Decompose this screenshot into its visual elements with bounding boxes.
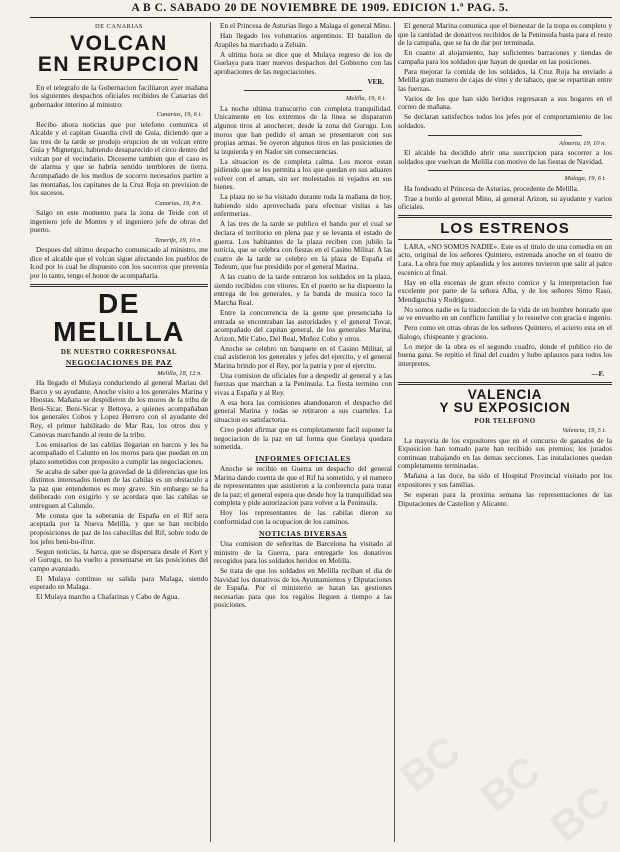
paragraph: Ha fondeado el Princesa de Asturias, procedente de Melilla. [404, 183, 579, 193]
paragraph: Se trata de que los soldados en Melilla reciban el dia de Navidad los donativos de los Ayuntamientos y Diputaciones de España. Por el ministerio se haran las gestiones necesarias para que los regalos lleguen a tiempo a las posiciones. [214, 566, 392, 610]
dateline: Melilla, 19, 6 t. [345, 95, 386, 103]
paragraph: A las cuatro de la tarde entraron los soldados en la plaza, siendo recibidos con vitores. En el puerto se ha dispuesto la entrega de los generales, y la banda de musica toco la Marcha Real. [214, 272, 392, 307]
paragraph: En cuanto al alojamiento, hay suficientes barracones y tiendas de campaña para los soldados que hayan de quedar en las posiciones. [398, 48, 612, 66]
kicker-canarias: DE CANARIAS [95, 23, 143, 30]
headline-estrenos: LOS ESTRENOS [440, 219, 570, 237]
dateline: Malaga, 19, 6 t. [564, 175, 606, 183]
double-rule [398, 215, 612, 218]
paragraph: El alcalde ha decidido abrir una suscripcion para socorrer a los soldados que vuelvan de Melilla con motivo de las fiestas de Navidad. [398, 148, 612, 166]
paragraph: A esa hora las comisiones abandonaron el despacho del general Marina y todas se retiraron a sus cuarteles. La situacion es satisfactoria. [214, 397, 392, 425]
paragraph: Una comision de oficiales fue a despedir al general y a las fuerzas que marchan a la Peninsula. La fiesta termino con vivas a España y al Rey. [214, 370, 392, 397]
paragraph: La situacion es de completa calma. Los moros estan pidiendo que se les permita a los que quedan en sus aduares volver con el aman, sin ser molestados ni vejados en sus bienes. [214, 156, 392, 192]
paragraph: Varios de los que han sido heridos regresaran a sus hogares en el correo de mañana. [398, 93, 612, 112]
paragraph: Despues del ultimo despacho comunicado al ministro, me dice el alcalde que el volcan sigue afectando los pueblos de Icod por lo cual he dispuesto con los socorros que prevenia por lo tanto, tengo el honor de acompañarla. [30, 245, 208, 281]
column-divider-1 [210, 22, 211, 842]
double-rule [398, 382, 612, 385]
paragraph: LARA, «NO SOMOS NADIE». Este es el titulo de una comedia en un acto, original de los señores Quintero, estrenada anoche en el teatro de Lara. La obra fue muy aplaudida y los autores tuvieron que salir al palco escenico al final. [398, 241, 612, 277]
divider [60, 79, 178, 80]
paragraph: La plaza no se ha visitado durante toda la mañana de hoy, habiendo sido aprovechada para efectuar visitas a las enfermerias. [214, 192, 392, 219]
divider [428, 135, 582, 136]
headline-erupcion: EN ERUPCION [37, 52, 201, 76]
paragraph: Lo mejor de la obra es el segundo cuadro, donde el publico rio de buena gana. Se repitio el final del cuadro y hubo aplausos para todos los interpretes. [398, 341, 612, 368]
dateline: Valencia, 19, 5 t. [562, 427, 606, 435]
subheading-corresponsal: DE NUESTRO CORRESPONSAL [60, 347, 178, 356]
divider [428, 170, 582, 171]
dateline: Melilla, 18, 12 n. [157, 369, 202, 377]
paragraph: Para mejorar la comida de los soldados, la Cruz Roja ha enviado a Melilla gran numero de cajas de vino y de tabaco, que se repartiran entre las fuerzas. [398, 66, 612, 93]
paragraph: Se esperan para la proxima semana las representaciones de las Diputaciones de Castellon y Alicante. [398, 489, 612, 508]
paragraph: El general Marina comunica que el bienestar de la tropa es completo y que la cantidad de donativos recibidos de la Peninsula basta para el resto de la campaña, que se ha de dar por terminada. [398, 22, 612, 48]
paragraph: Una comision de señoritas de Barcelona ha visitado al ministro de la Guerra, para entregarle los donativos recogidos para los soldados heridos en Melilla. [214, 539, 392, 566]
paragraph: Trae a bordo al general Mino, al general Arizon, su ayudante y varios oficiales. [398, 193, 612, 212]
paragraph: Hay en ella escenas de gran efecto comico y la interpretacion fue excelente por parte de la señora Alba, y de los señores Simo Raso, Mendiguchia y Rodriguez. [398, 277, 612, 304]
dateline: Canarias, 19, 6 t. [156, 111, 202, 119]
paragraph: A las tres de la tarde se publico el bando por el cual se declara el territorio en plena paz y se levanta el estado de guerra. Los habitantes de la plaza reciben con jubilo la noticia, que se celebra con fiestas en el Casino Militar. A las cuatro de la tarde se celebro en la plaza de España el Tedeum, que fue presidido por el general Marina. [214, 219, 392, 272]
column-divider-2 [394, 22, 395, 842]
paragraph: Han llegado los voluntarios argentinos. El batallon de Arapiles ha marchado a Zeluán. [214, 31, 392, 49]
watermark: BC [541, 776, 619, 851]
column-2 [214, 22, 392, 842]
headline-valencia: VALENCIA [467, 386, 543, 402]
paragraph: En el telegrafo de la Gobernacion facilitaron ayer mañana los siguientes despachos oficiales recibidos de Canarias del gobernador interino al ministro: [30, 82, 208, 109]
watermark: BC [391, 726, 469, 801]
paragraph: Me consta que la soberania de España en el Rif sera aceptada por la Nueva Melilla, y que se han recibido proposiciones de paz de los cabecillas del Rif, sobre todo de los jefes beni-bu-ifrur. [30, 510, 208, 546]
paragraph: Anoche se recibio en Guerra un despacho del general Marina dando cuenta de que el Rif ha sometido, y el numero de representantes que asistieron a la conferencia para tratar de la paz; el general espera que desde hoy la tranquilidad sea completa y pide autorizacion para volver a la Peninsula. [214, 464, 392, 508]
paragraph: Hoy los representantes de las cabilas dieron su conformidad con la ocupacion de los caminos. [214, 508, 392, 527]
paragraph: Salgo en este momento para la zona de Teide con el ingeniero jefe de Montes y el ingeniero jefe de obras del puerto. [30, 208, 208, 235]
double-rule [30, 284, 208, 287]
paragraph: El Mulaya marcho a Chafarinas y Cabo de Agua. [36, 592, 180, 602]
section-heading-negociaciones: NEGOCIACIONES DE PAZ [65, 358, 173, 368]
divider [398, 239, 612, 240]
header-rule [30, 17, 612, 18]
column-3 [398, 22, 612, 842]
paragraph: Recibo ahora noticias que por telefono comunica el Alcalde y el capitan Guardia civil de Guia, diciendo que a las tres de la tarde se produjo erupcion de un volcan entre Guia y Mignergui, habiendo desaparecido el circo dentro del volcan por el vecindario. Diceseme tambien que el caso es de alarma y que se habria sentido temblores de tierra. Acompañado de los medios de socorro necesarios partire a las montañas, los capitanes de la Cruz Roja en prevision de los sucesos. [30, 119, 208, 198]
headline-volcan: VOLCAN [70, 31, 168, 55]
headline-exposicion: Y SU EXPOSICION [439, 400, 571, 416]
signature: —F. [591, 370, 604, 379]
signature: VER. [367, 77, 384, 86]
paragraph: Entre la concurrencia de la gente que presenciaba la entrada se encontraban las autoridades y el general Tovar, acompañado del capitan general, de los generales Marina, Arizon, Mir Cabo, Del Real, Muñoz Cobo y otros. [214, 307, 392, 343]
section-heading-informes: INFORMES OFICIALES [255, 453, 351, 463]
paragraph: La mayoria de los expositores que en el concurso de ganados de la Exposicion han tomado parte han recibido sus premios; los jurados continuan trabajando en las demas secciones. Las instalaciones quedan completamente terminadas. [398, 435, 612, 471]
paragraph: Se declaran satisfechos todos los jefes por el comportamiento de los soldados. [398, 112, 612, 131]
paragraph: Segun noticias, la harca, que se dispersara desde el Kert y el Gurugu, no ha vuelto a presentarse en las posiciones del campo avanzado. [30, 546, 208, 573]
paragraph: El Mulaya continuo su salida para Malaga, siendo esperado en Malaga. [30, 573, 208, 592]
paragraph: Ha llegado el Mulaya conduciendo al general Mariau del Barco y su ayudante. Anoche visito a los generales Marina y Hnostas. Mañana se despidieron de los moros de la tribu de Beni-Sicar, Beni-Sicar y Bettoya, a quienes acompañaban los generales Cobos y Lopez Herrero con el ayudante del Rey, el primer habilitado de Mar Ras, los otros dos y Canovas marchando al resto de la tribu. [30, 378, 208, 439]
column-1 [30, 22, 208, 842]
page-header: A B C. SABADO 20 DE NOVIEMBRE DE 1909. EDICION 1.ª PAG. 5. [131, 2, 509, 14]
divider [244, 90, 362, 91]
watermark: BC [471, 746, 549, 821]
dateline: Canarias, 19, 8 n. [155, 199, 202, 207]
paragraph: Mañana a las doce, ha sido el Hospital Provincial visitado por los expositores y sus familias. [398, 471, 612, 489]
paragraph: No somos nadie es la traduccion de la vida de un hombre honrado que se ve envuelto en un conflicto familiar y lo resuelve con gracia e ingenio. [398, 304, 612, 323]
paragraph: En el Princesa de Asturias llego a Malaga el general Mino. [220, 22, 392, 30]
headline-melilla: DE MELILLA [53, 287, 185, 347]
dateline: Tenerife, 19, 10 n. [154, 236, 202, 244]
paragraph: Creo poder afirmar que es completamente facil suponer la negociacion de la paz en tal forma que Guelaya quedara sometida. [214, 425, 392, 452]
paragraph: Los emisarios de las cabilas llegarian en barcos y les ha acompañado el Calunto en los moros para que puedan en un plazo sometidos con proposito a cumplir las negociaciones. [30, 439, 208, 466]
paragraph: La noche ultima transcurrio con completa tranquilidad. Unicamente en los extremos de la linea se dispararon algunos tiros al anochecer, desde la zona del Gurugu. Los moros que han pedido el aman se presentaron con sus propias armas. Se oyeron algunos tiros en las posiciones de la izquierda y en Nador sin consecuencias. [214, 103, 392, 156]
dateline: Almeria, 19, 10 n. [559, 139, 606, 147]
subheading-telefono: POR TELEFONO [474, 416, 536, 425]
paragraph: A ultima hora se dice que el Mulaya regreso de los de Guelaya para traer nuevos despachos del Gobierno con las aprobaciones de las negociaciones. [214, 49, 392, 76]
paragraph: Anoche se celebro un banquete en el Casino Militar, al cual asistieron los generales y jefes del ejercito, y el general Marina brindo por el Rey, por la patria y por el ejercito. [214, 343, 392, 370]
paragraph: Pero como en otras obras de los señores Quintero, el acierto esta en el dialogo, chispeante y gracioso. [398, 323, 612, 341]
paragraph: Se acaba de saber que la gravedad de la diferencias que los distintos interesados tienen de las cabilas es un obstaculo a la paz que entendemos es muy grave. Sin embargo se ha deliberado con exigirlo y se acordara que las cabilas se entreguen al Calundo. [30, 466, 208, 510]
section-heading-noticias: NOTICIAS DIVERSAS [258, 528, 348, 538]
